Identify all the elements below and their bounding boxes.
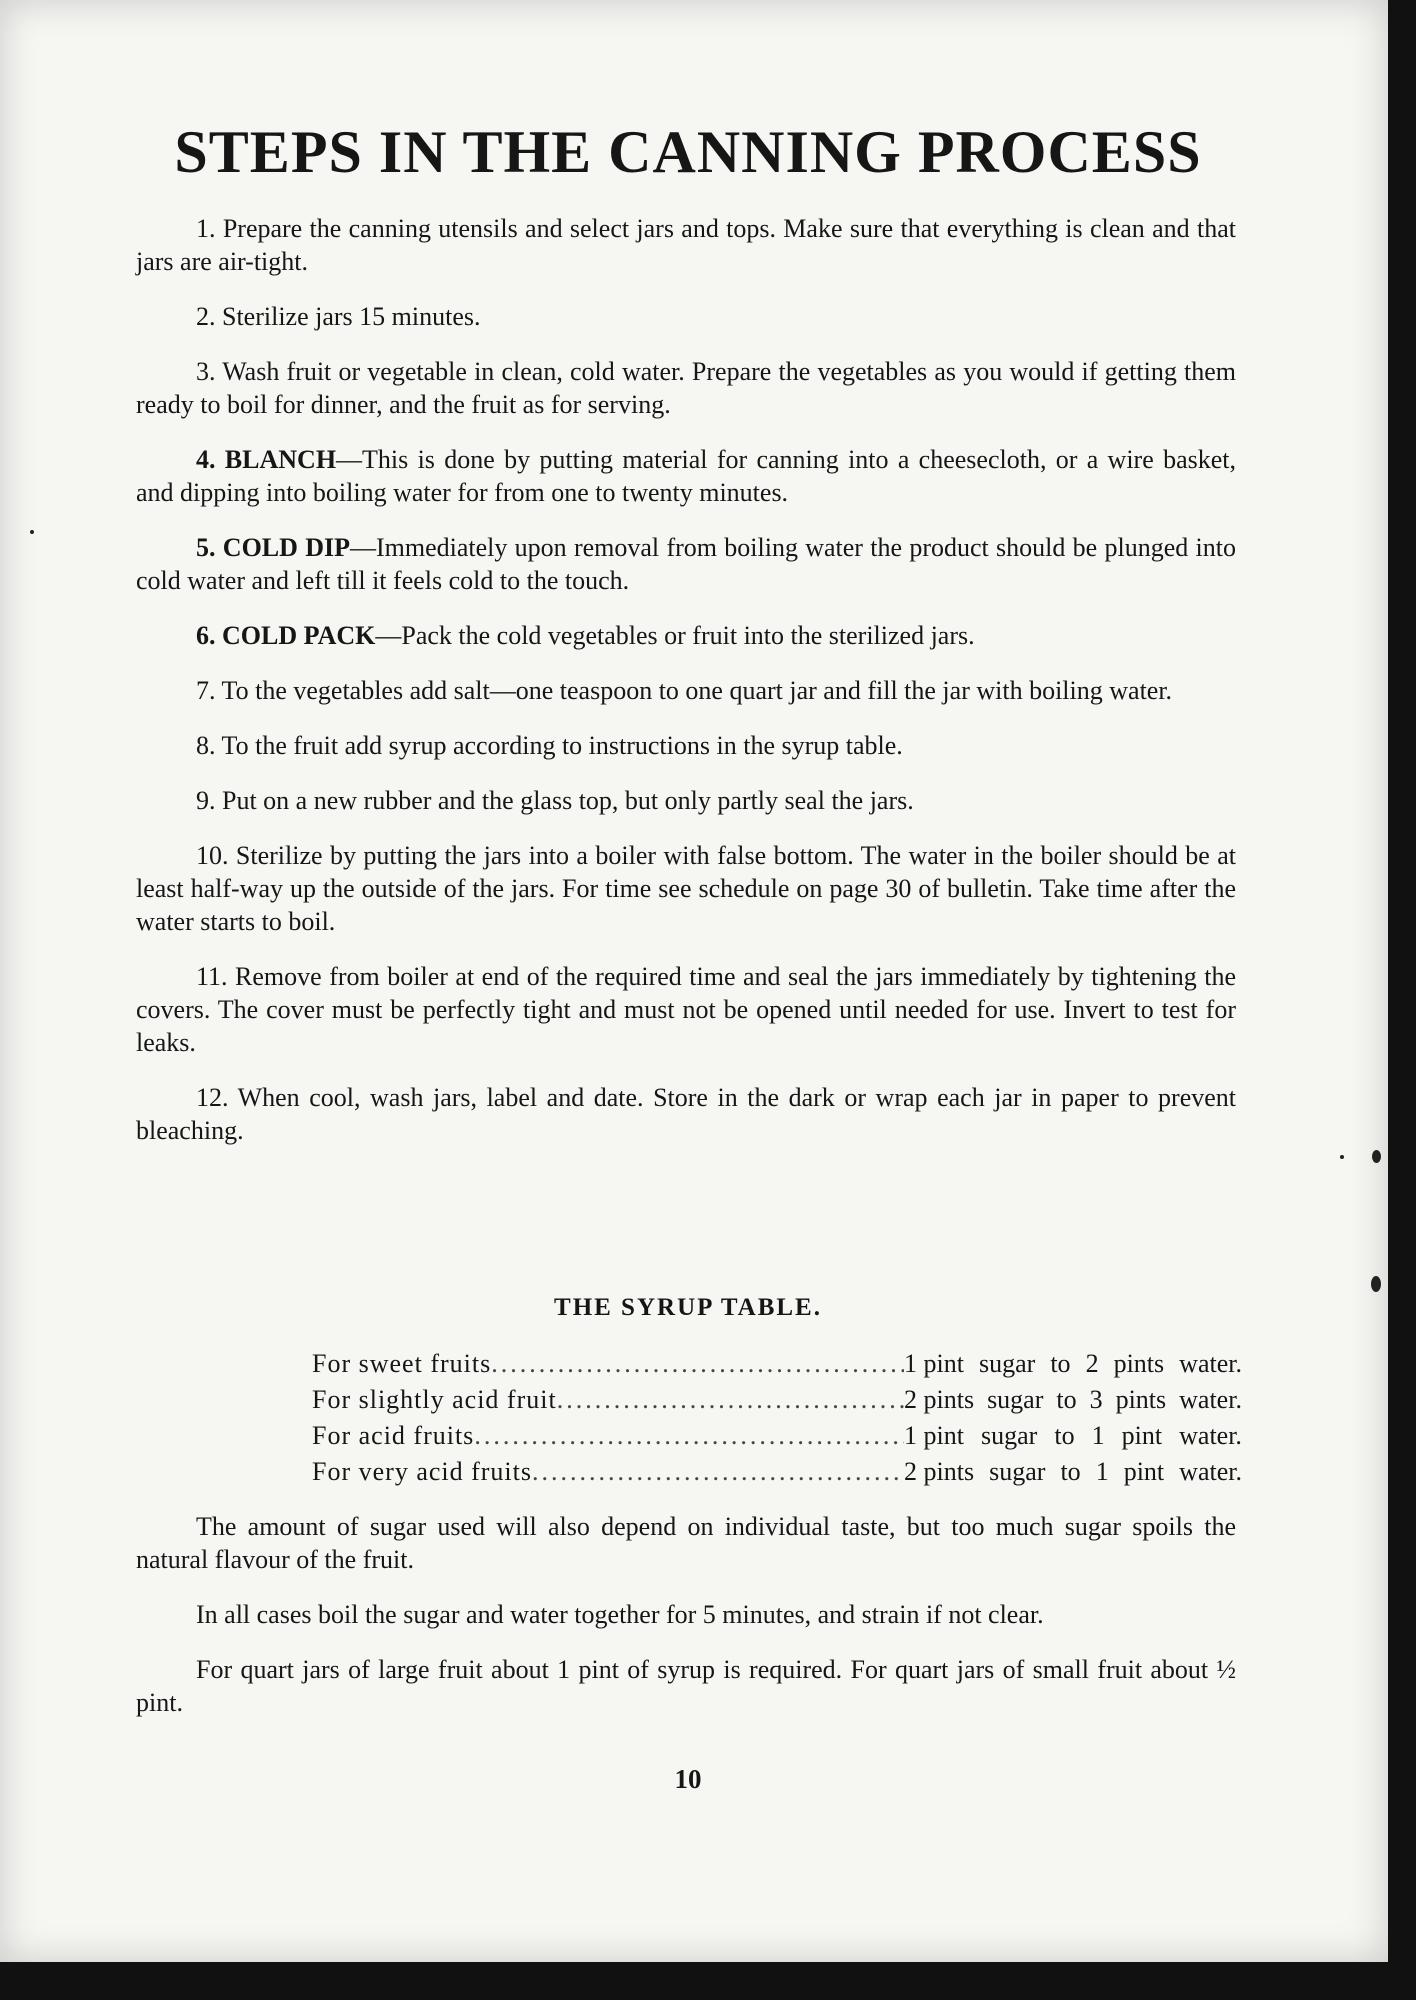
step-item: 1. Prepare the canning utensils and select jars and tops. Make sure that everything is clean and that jars are air-tight.: [136, 214, 1236, 276]
scan-border-bottom: [0, 1962, 1416, 2000]
step-item: 11. Remove from boiler at end of the required time and seal the jars immediately by tightening the covers. The cover must be perfectly tight and must not be opened until needed for use. Invert to test for leaks.: [136, 962, 1236, 1057]
syrup-table: [312, 1346, 1242, 1490]
scan-speck: [1371, 1276, 1381, 1292]
syrup-table-row: For sweet fruits ..... 1 pint sugar to 2 pints water.: [312, 1346, 1242, 1382]
syrup-table-row: For very acid fruits ..... 2 pints sugar to 1 pint water.: [312, 1454, 1242, 1490]
leader-dots: [557, 1382, 904, 1418]
syrup-table-row: For slightly acid fruit ..... 2 pints sugar to 3 pints water.: [312, 1382, 1242, 1418]
step-item: 9. Put on a new rubber and the glass top, but only partly seal the jars.: [196, 786, 914, 815]
leader-dots: [474, 1418, 904, 1454]
leader-dots: [491, 1346, 904, 1382]
step-item: 2. Sterilize jars 15 minutes.: [196, 302, 481, 331]
step-item: 5. COLD DIP—Immediately upon removal from boiling water the product should be plunged into cold water and left till it feels cold to the touch.: [136, 533, 1236, 595]
step-item: 6. COLD PACK—Pack the cold vegetables or fruit into the sterilized jars.: [196, 621, 975, 650]
syrup-table-row: For acid fruits ..... 1 pint sugar to 1 pint water.: [312, 1418, 1242, 1454]
step-item: 3. Wash fruit or vegetable in clean, cold water. Prepare the vegetables as you would if getting them ready to boil for dinner, and the fruit as for serving.: [136, 357, 1236, 419]
step-item: 10. Sterilize by putting the jars into a boiler with false bottom. The water in the boiler should be at least half-way up the outside of the jars. For time see schedule on page 30 of bulletin. Take time after the water starts to boil.: [136, 841, 1236, 936]
step-item: 12. When cool, wash jars, label and date. Store in the dark or wrap each jar in paper to prevent bleaching.: [136, 1083, 1236, 1145]
step-item: 7. To the vegetables add salt—one teaspoon to one quart jar and fill the jar with boiling water.: [196, 676, 1173, 705]
syrup-table-title: THE SYRUP TABLE.: [554, 1294, 822, 1321]
leader-dots: [532, 1454, 904, 1490]
steps-list: [136, 212, 1236, 1169]
scan-speck: [1372, 1150, 1381, 1163]
page-number: 10: [674, 1764, 702, 1794]
step-item: 8. To the fruit add syrup according to instructions in the syrup table.: [196, 731, 903, 760]
page-title: STEPS IN THE CANNING PROCESS: [174, 119, 1202, 185]
note-paragraph: The amount of sugar used will also depend on individual taste, but too much sugar spoils the natural flavour of the fruit.: [136, 1512, 1236, 1574]
scan-speck: [30, 530, 34, 534]
scan-speck: [1340, 1155, 1344, 1159]
note-paragraph: In all cases boil the sugar and water together for 5 minutes, and strain if not clear.: [196, 1600, 1044, 1629]
note-paragraph: For quart jars of large fruit about 1 pint of syrup is required. For quart jars of small fruit about ½ pint.: [136, 1655, 1236, 1717]
scan-border-right: [1388, 0, 1416, 2000]
syrup-notes: [136, 1510, 1236, 1741]
step-item: 4. BLANCH—This is done by putting material for canning into a cheesecloth, or a wire basket, and dipping into boiling water for from one to twenty minutes.: [136, 445, 1236, 507]
